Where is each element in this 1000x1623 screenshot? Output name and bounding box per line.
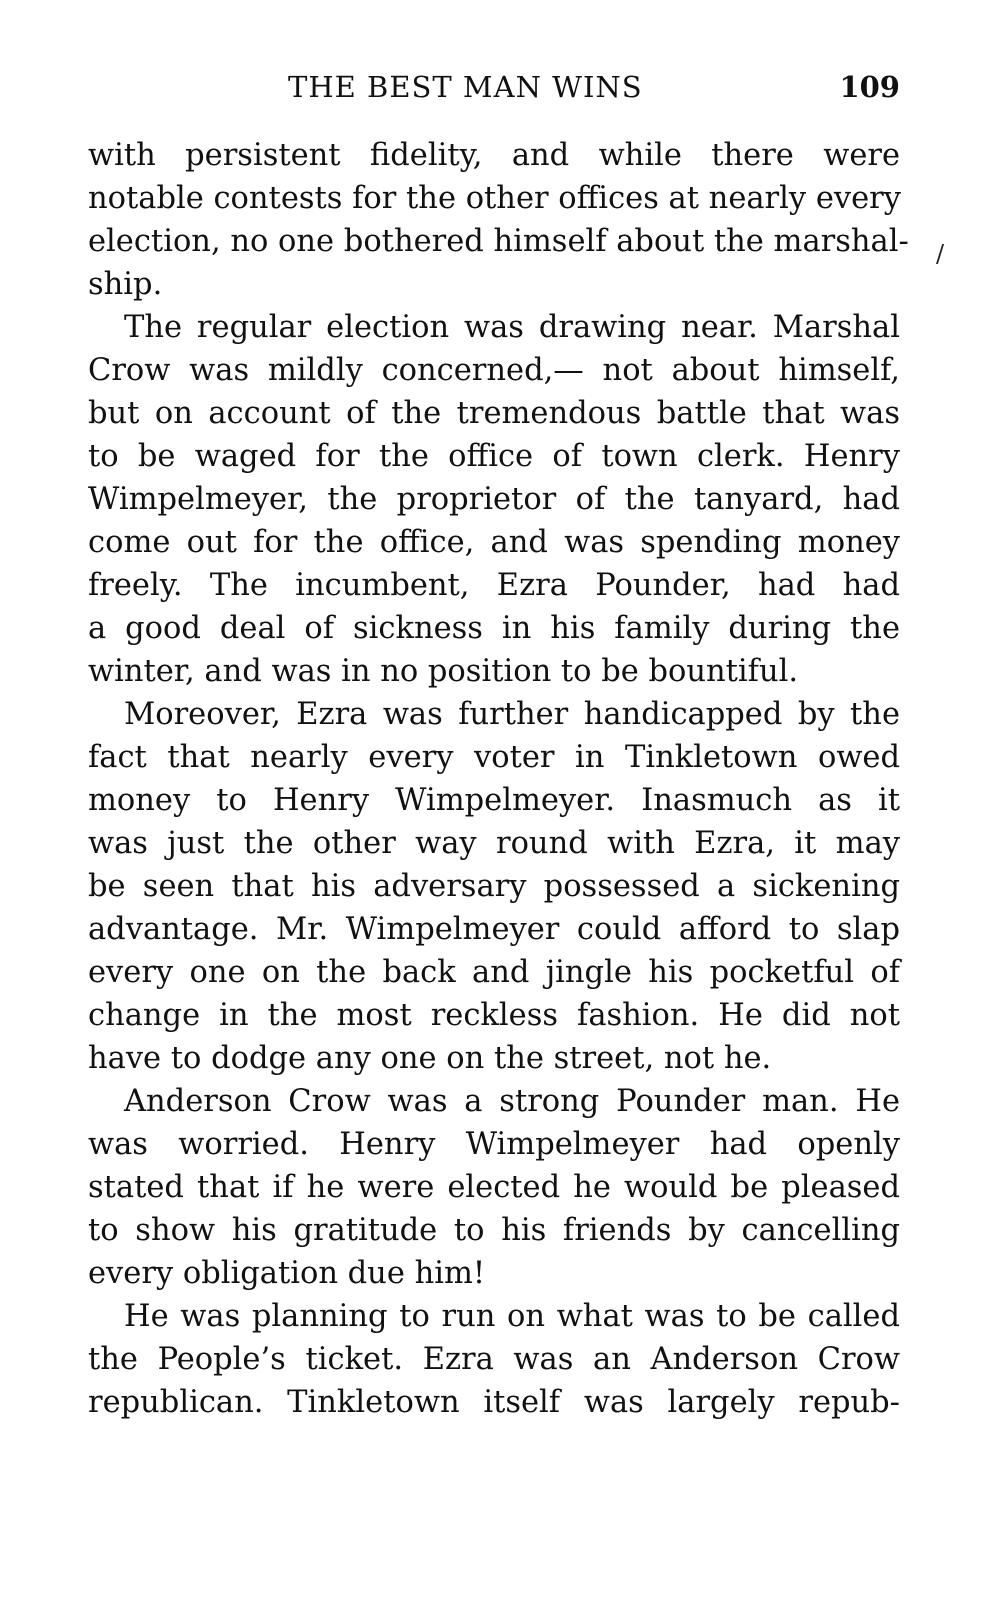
text-line: republican. Tinkletown itself was largely repub- xyxy=(88,1385,900,1420)
text-line: to show his gratitude to his friends by cancelling xyxy=(88,1213,900,1248)
text-line: winter, and was in no position to be bountiful. xyxy=(88,654,799,689)
text-line: every one on the back and jingle his pocketful of xyxy=(88,955,900,990)
text-line: with persistent fidelity, and while there were xyxy=(88,138,900,173)
text-line: Anderson Crow was a strong Pounder man. He xyxy=(124,1084,900,1119)
text-line: freely. The incumbent, Ezra Pounder, had had xyxy=(88,568,900,603)
text-line: have to dodge any one on the street, not he. xyxy=(88,1041,772,1076)
text-line: money to Henry Wimpelmeyer. Inasmuch as it xyxy=(88,783,900,818)
running-title: THE BEST MAN WINS xyxy=(288,70,643,104)
margin-mark-icon: / xyxy=(936,240,945,268)
text-line: Wimpelmeyer, the proprietor of the tanyard, had xyxy=(88,482,900,517)
text-line: Moreover, Ezra was further handicapped by the xyxy=(124,697,900,732)
text-line: notable contests for the other offices at nearly every xyxy=(88,181,901,216)
text-line: was just the other way round with Ezra, it may xyxy=(88,826,900,861)
text-line: the People’s ticket. Ezra was an Anderson Crow xyxy=(88,1342,900,1377)
text-line: but on account of the tremendous battle that was xyxy=(88,396,900,431)
text-line: come out for the office, and was spending money xyxy=(88,525,900,560)
text-line: to be waged for the office of town clerk. Henry xyxy=(88,439,900,474)
body-text xyxy=(88,134,909,1424)
running-head xyxy=(88,70,900,110)
text-line: every obligation due him! xyxy=(88,1256,486,1291)
text-line: ship. xyxy=(88,267,163,302)
page-number: 109 xyxy=(839,70,900,104)
text-line: a good deal of sickness in his family during the xyxy=(88,611,900,646)
text-line: election, no one bothered himself about the marshal- xyxy=(88,224,909,259)
text-line: be seen that his adversary possessed a sickening xyxy=(88,869,900,904)
text-line: change in the most reckless fashion. He did not xyxy=(88,998,900,1033)
text-line: stated that if he were elected he would be pleased xyxy=(88,1170,900,1205)
text-line: advantage. Mr. Wimpelmeyer could afford to slap xyxy=(88,912,900,947)
text-line: Crow was mildly concerned,— not about himself, xyxy=(88,353,900,388)
text-line: was worried. Henry Wimpelmeyer had openly xyxy=(88,1127,900,1162)
text-line: He was planning to run on what was to be called xyxy=(124,1299,900,1334)
text-line: The regular election was drawing near. Marshal xyxy=(124,310,900,345)
text-line: fact that nearly every voter in Tinkletown owed xyxy=(88,740,900,775)
